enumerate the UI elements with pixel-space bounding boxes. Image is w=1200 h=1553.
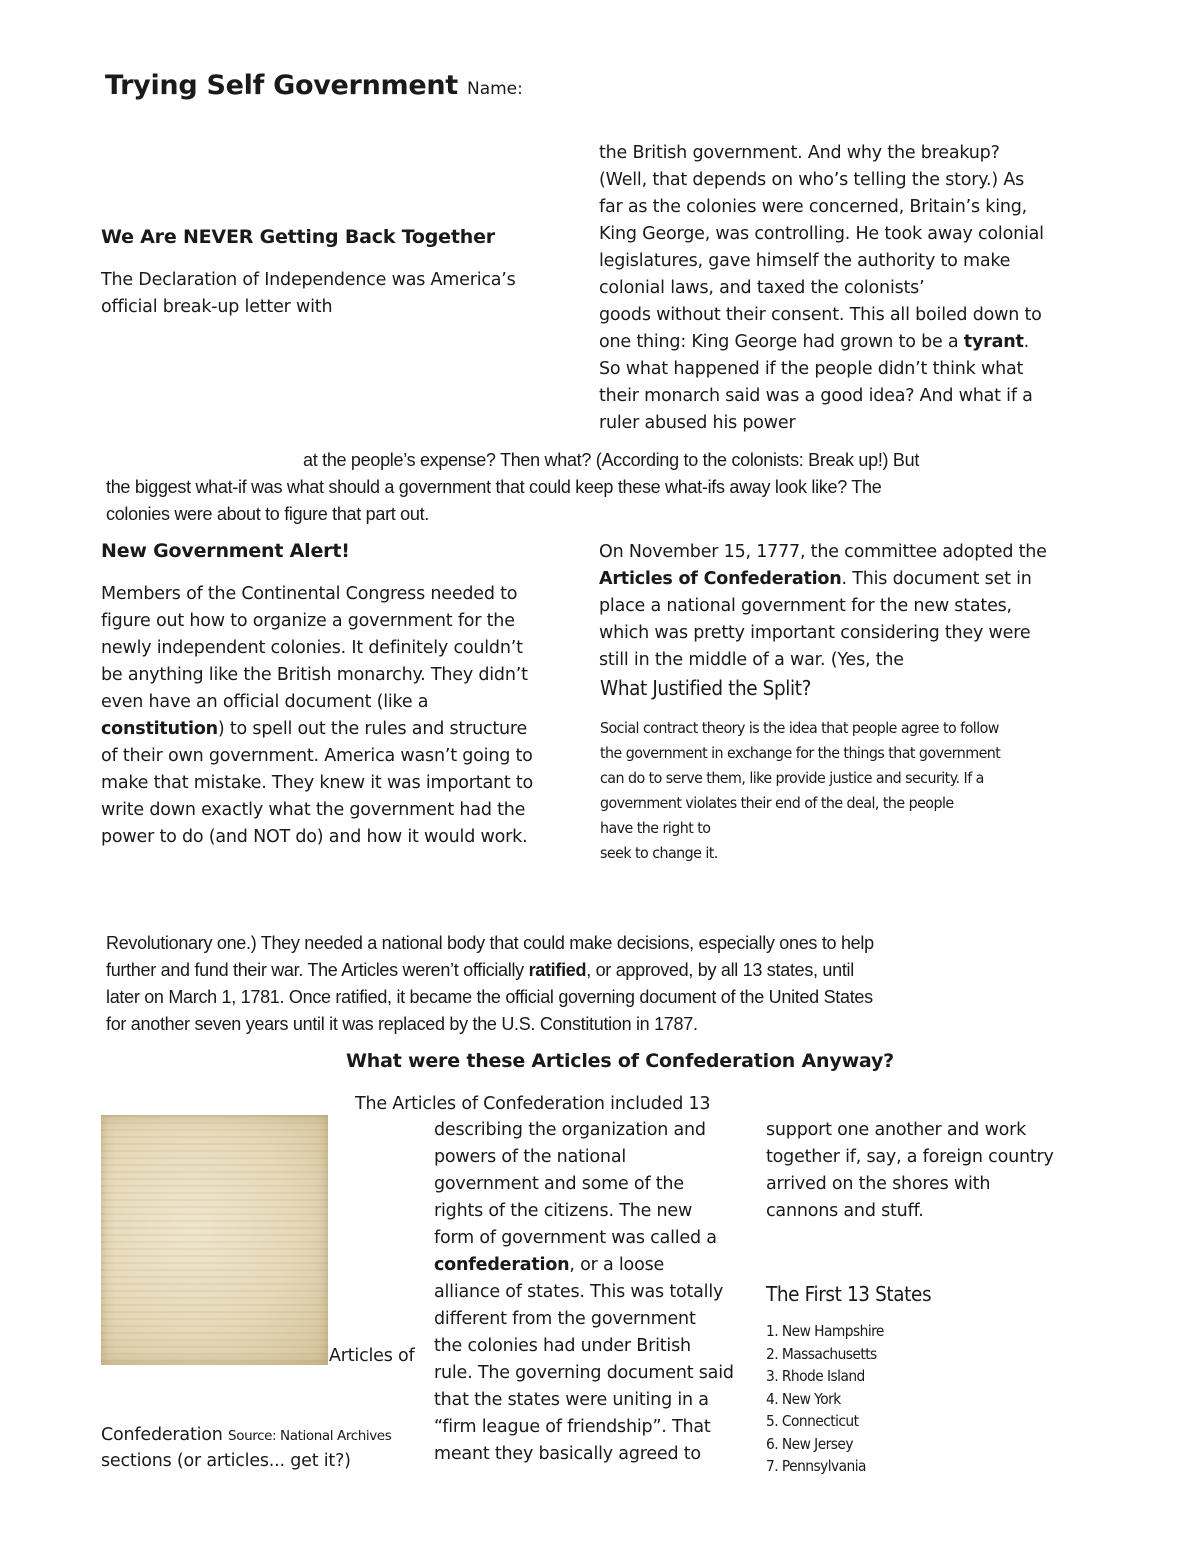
text-line: have the right to bbox=[600, 819, 711, 837]
section3-first-line: The Articles of Confederation included 13 bbox=[355, 1094, 711, 1114]
section2-right-paragraph bbox=[599, 539, 1047, 674]
states-heading: The First 13 States bbox=[766, 1282, 932, 1306]
text-line: newly independent colonies. It definitely couldn’t bbox=[101, 638, 523, 658]
text-line: (Well, that depends on who’s telling the story.) As bbox=[599, 170, 1025, 190]
section1-right-paragraph bbox=[599, 140, 1044, 437]
text-line: the British government. And why the breakup? bbox=[599, 143, 1000, 163]
text-line: different from the government bbox=[434, 1309, 696, 1329]
text-line: arrived on the shores with bbox=[766, 1174, 991, 1194]
section-heading-never-getting-back: We Are NEVER Getting Back Together bbox=[101, 226, 495, 248]
text-line: Social contract theory is the idea that people agree to follow bbox=[600, 719, 999, 737]
state-item: 1. New Hampshire bbox=[766, 1322, 884, 1340]
text-line: far as the colonies were concerned, Britain’s king, bbox=[599, 197, 1028, 217]
state-item: 5. Connecticut bbox=[766, 1412, 859, 1430]
text-line: Members of the Continental Congress needed to bbox=[101, 584, 518, 604]
section3-bottom-line: sections (or articles... get it?) bbox=[101, 1451, 351, 1471]
state-item: 4. New York bbox=[766, 1389, 841, 1408]
text-line: still in the middle of a war. (Yes, the bbox=[599, 650, 904, 670]
state-item: 2. Massachusetts bbox=[766, 1344, 877, 1363]
text-line: government and some of the bbox=[434, 1174, 684, 1194]
text-line: that the states were uniting in a bbox=[434, 1390, 709, 1410]
text-line: colonial laws, and taxed the colonists’ bbox=[599, 278, 925, 298]
text-line: So what happened if the people didn’t think what bbox=[599, 359, 1024, 379]
text-line: The Declaration of Independence was America’s bbox=[101, 270, 516, 290]
text-line: at the people’s expense? Then what? (According to the colonists: Break up!) But bbox=[303, 450, 920, 470]
text-line: cannons and stuff. bbox=[766, 1201, 924, 1221]
articles-of-confederation-image bbox=[101, 1115, 328, 1365]
sidebar-heading-justified-split: What Justified the Split? bbox=[600, 676, 812, 700]
text-line: alliance of states. This was totally bbox=[434, 1282, 724, 1302]
section-heading-new-government-alert: New Government Alert! bbox=[101, 540, 350, 562]
term-confederation: confederation bbox=[434, 1255, 570, 1275]
text-line: figure out how to organize a government for the bbox=[101, 611, 515, 631]
text-line: power to do (and NOT do) and how it would work. bbox=[101, 827, 528, 847]
section3-middle-paragraph bbox=[434, 1117, 734, 1468]
state-item: 7. Pennsylvania bbox=[766, 1457, 866, 1475]
text-line: King George, was controlling. He took away colonial bbox=[599, 224, 1044, 244]
text-line: write down exactly what the government had the bbox=[101, 800, 526, 820]
text-line: later on March 1, 1781. Once ratified, it became the official governing document of the United States bbox=[106, 987, 873, 1007]
image-caption-part2: Confederation bbox=[101, 1425, 223, 1445]
text-line: make that mistake. They knew it was important to bbox=[101, 773, 534, 793]
text-line: the colonies had under British bbox=[434, 1336, 691, 1356]
text-line: goods without their consent. This all boiled down to bbox=[599, 305, 1042, 325]
text-line-ratified: further and fund their war. The Articles weren’t officially ratified, or approved, by all 13 states, until bbox=[106, 960, 854, 980]
text-line: which was pretty important considering they were bbox=[599, 623, 1031, 643]
text-line: the biggest what-if was what should a government that could keep these what-ifs away look like? The bbox=[106, 477, 882, 497]
text-line: the government in exchange for the things that government bbox=[600, 744, 1001, 762]
sidebar-social-contract-text bbox=[600, 716, 1000, 866]
text-line-tyrant: one thing: King George had grown to be a tyrant. bbox=[599, 332, 1030, 352]
text-line: Revolutionary one.) They needed a national body that could make decisions, especially ones to help bbox=[106, 933, 874, 953]
text-line-constitution: constitution) to spell out the rules and structure bbox=[101, 719, 528, 739]
text-line: describing the organization and bbox=[434, 1120, 706, 1140]
state-item: 3. Rhode Island bbox=[766, 1367, 865, 1385]
text-line-articles: Articles of Confederation. This document set in bbox=[599, 569, 1032, 589]
section2-left-paragraph bbox=[101, 581, 533, 851]
text-line: meant they basically agreed to bbox=[434, 1444, 701, 1464]
text-line: their monarch said was a good idea? And what if a bbox=[599, 386, 1033, 406]
page-title bbox=[105, 70, 523, 101]
text-line: “firm league of friendship”. That bbox=[434, 1417, 711, 1437]
text-line: rule. The governing document said bbox=[434, 1363, 734, 1383]
text-line: of their own government. America wasn’t going to bbox=[101, 746, 533, 766]
text-line: be anything like the British monarchy. They didn’t bbox=[101, 665, 528, 685]
text-line-confederation: confederation, or a loose bbox=[434, 1255, 665, 1275]
worksheet-title: Trying Self Government bbox=[105, 70, 458, 101]
text-line: rights of the citizens. The new bbox=[434, 1201, 693, 1221]
text-line: ruler abused his power bbox=[599, 413, 796, 433]
image-source: Source: National Archives bbox=[228, 1428, 392, 1444]
section-heading-articles-anyway: What were these Articles of Confederation Anyway? bbox=[346, 1050, 894, 1072]
image-caption-line bbox=[101, 1422, 391, 1450]
states-list bbox=[766, 1320, 884, 1478]
image-caption-part1: Articles of bbox=[329, 1346, 415, 1366]
term-constitution: constitution bbox=[101, 719, 218, 739]
text-line: form of government was called a bbox=[434, 1228, 717, 1248]
section3-right-paragraph bbox=[766, 1117, 1054, 1225]
text-line: legislatures, gave himself the authority to make bbox=[599, 251, 1011, 271]
term-ratified: ratified bbox=[528, 960, 587, 980]
text-line: seek to change it. bbox=[600, 844, 718, 862]
text-line: for another seven years until it was replaced by the U.S. Constitution in 1787. bbox=[106, 1014, 698, 1034]
term-tyrant: tyrant bbox=[963, 332, 1024, 352]
text-line: official break-up letter with bbox=[101, 297, 333, 317]
text-line: together if, say, a foreign country bbox=[766, 1147, 1054, 1167]
name-label: Name: bbox=[466, 79, 523, 99]
section1-continuation bbox=[106, 447, 1106, 528]
text-line: powers of the national bbox=[434, 1147, 627, 1167]
text-line: even have an official document (like a bbox=[101, 692, 429, 712]
state-item: 6. New Jersey bbox=[766, 1434, 853, 1453]
term-articles-of-confederation: Articles of Confederation bbox=[599, 569, 842, 589]
text-line: On November 15, 1777, the committee adopted the bbox=[599, 542, 1047, 562]
text-line: support one another and work bbox=[766, 1120, 1027, 1140]
text-line: can do to serve them, like provide justice and security. If a bbox=[600, 769, 984, 787]
text-line: colonies were about to figure that part out. bbox=[106, 504, 430, 524]
text-line: place a national government for the new states, bbox=[599, 596, 1012, 616]
section2-continuation bbox=[106, 930, 1106, 1038]
text-line: government violates their end of the deal, the people bbox=[600, 794, 954, 812]
section1-left-paragraph bbox=[101, 267, 516, 321]
